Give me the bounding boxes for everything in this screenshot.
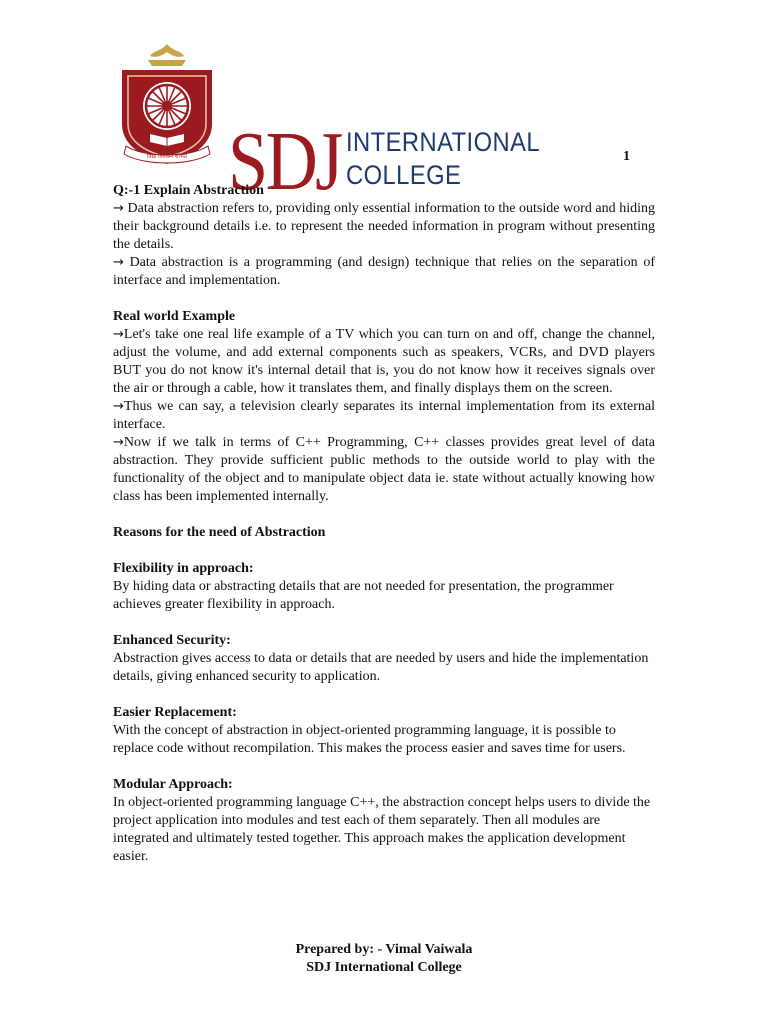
subsection-heading: Easier Replacement: <box>113 705 237 720</box>
paragraph: With the concept of abstraction in object-oriented programming language, it is possible to replace code without recompilation. This makes the process easier and saves time for users. <box>113 723 626 756</box>
paragraph: Abstraction gives access to data or details that are needed by users and hide the implementation details, giving enhanced security to application. <box>113 651 649 684</box>
subsection-heading: Modular Approach: <box>113 777 233 792</box>
document-footer <box>113 941 655 977</box>
right-arrow-icon: → <box>113 327 124 342</box>
right-arrow-icon: → <box>113 255 124 270</box>
subsection-heading: Enhanced Security: <box>113 633 231 648</box>
paragraph: In object-oriented programming language C++, the abstraction concept helps users to divide the project application into modules and test each of them separately. Then all modules are integrated and ultimately tested together. This approach makes the application development easier. <box>113 795 651 864</box>
paragraph: → Data abstraction refers to, providing only essential information to the outside word and hiding their background details i.e. to represent the needed information in program without presenting the details. <box>113 201 655 252</box>
right-arrow-icon: → <box>113 435 124 450</box>
paragraph: → Data abstraction is a programming (and design) technique that relies on the separation of interface and implementation. <box>113 255 655 288</box>
paragraph: By hiding data or abstracting details that are not needed for presentation, the programmer achieves greater flexibility in approach. <box>113 579 614 612</box>
right-arrow-icon: → <box>113 399 124 414</box>
page-number: 1 <box>623 149 630 164</box>
prepared-by-line: Prepared by: - Vimal Vaiwala <box>295 942 473 957</box>
footer-college-name: SDJ International College <box>306 960 462 975</box>
brand-college-label: COLLEGE <box>346 160 462 190</box>
subsection-heading: Flexibility in approach: <box>113 561 254 576</box>
svg-text:विद्या विवेकेन शोभते: विद्या विवेकेन शोभते <box>147 154 187 160</box>
paragraph: →Now if we talk in terms of C++ Programming, C++ classes provides great level of data abstraction. They provide sufficient public methods to the outside world to play with the functionality of the object and to manipulate object data ie. state without actually knowing how class has been implemented internally. <box>113 435 655 504</box>
section-heading: Real world Example <box>113 309 236 324</box>
brand-sdj-wordmark: SDJ <box>228 115 341 208</box>
right-arrow-icon: → <box>113 201 124 216</box>
question-heading: Q:-1 Explain Abstraction <box>113 183 264 198</box>
document-content <box>113 182 655 866</box>
college-emblem-logo <box>110 42 224 166</box>
section-heading: Reasons for the need of Abstraction <box>113 525 326 540</box>
paragraph: →Thus we can say, a television clearly separates its internal implementation from its external interface. <box>113 399 655 432</box>
paragraph: →Let's take one real life example of a TV which you can turn on and off, change the channel, adjust the volume, and add external components such as speakers, VCRs, and DVD players BUT you do not know it's internal detail that is, you do not know how it receives signals over the air or through a cable, how it translates them, and finally displays them on the screen. <box>113 327 655 396</box>
brand-international-label: INTERNATIONAL <box>346 127 541 157</box>
